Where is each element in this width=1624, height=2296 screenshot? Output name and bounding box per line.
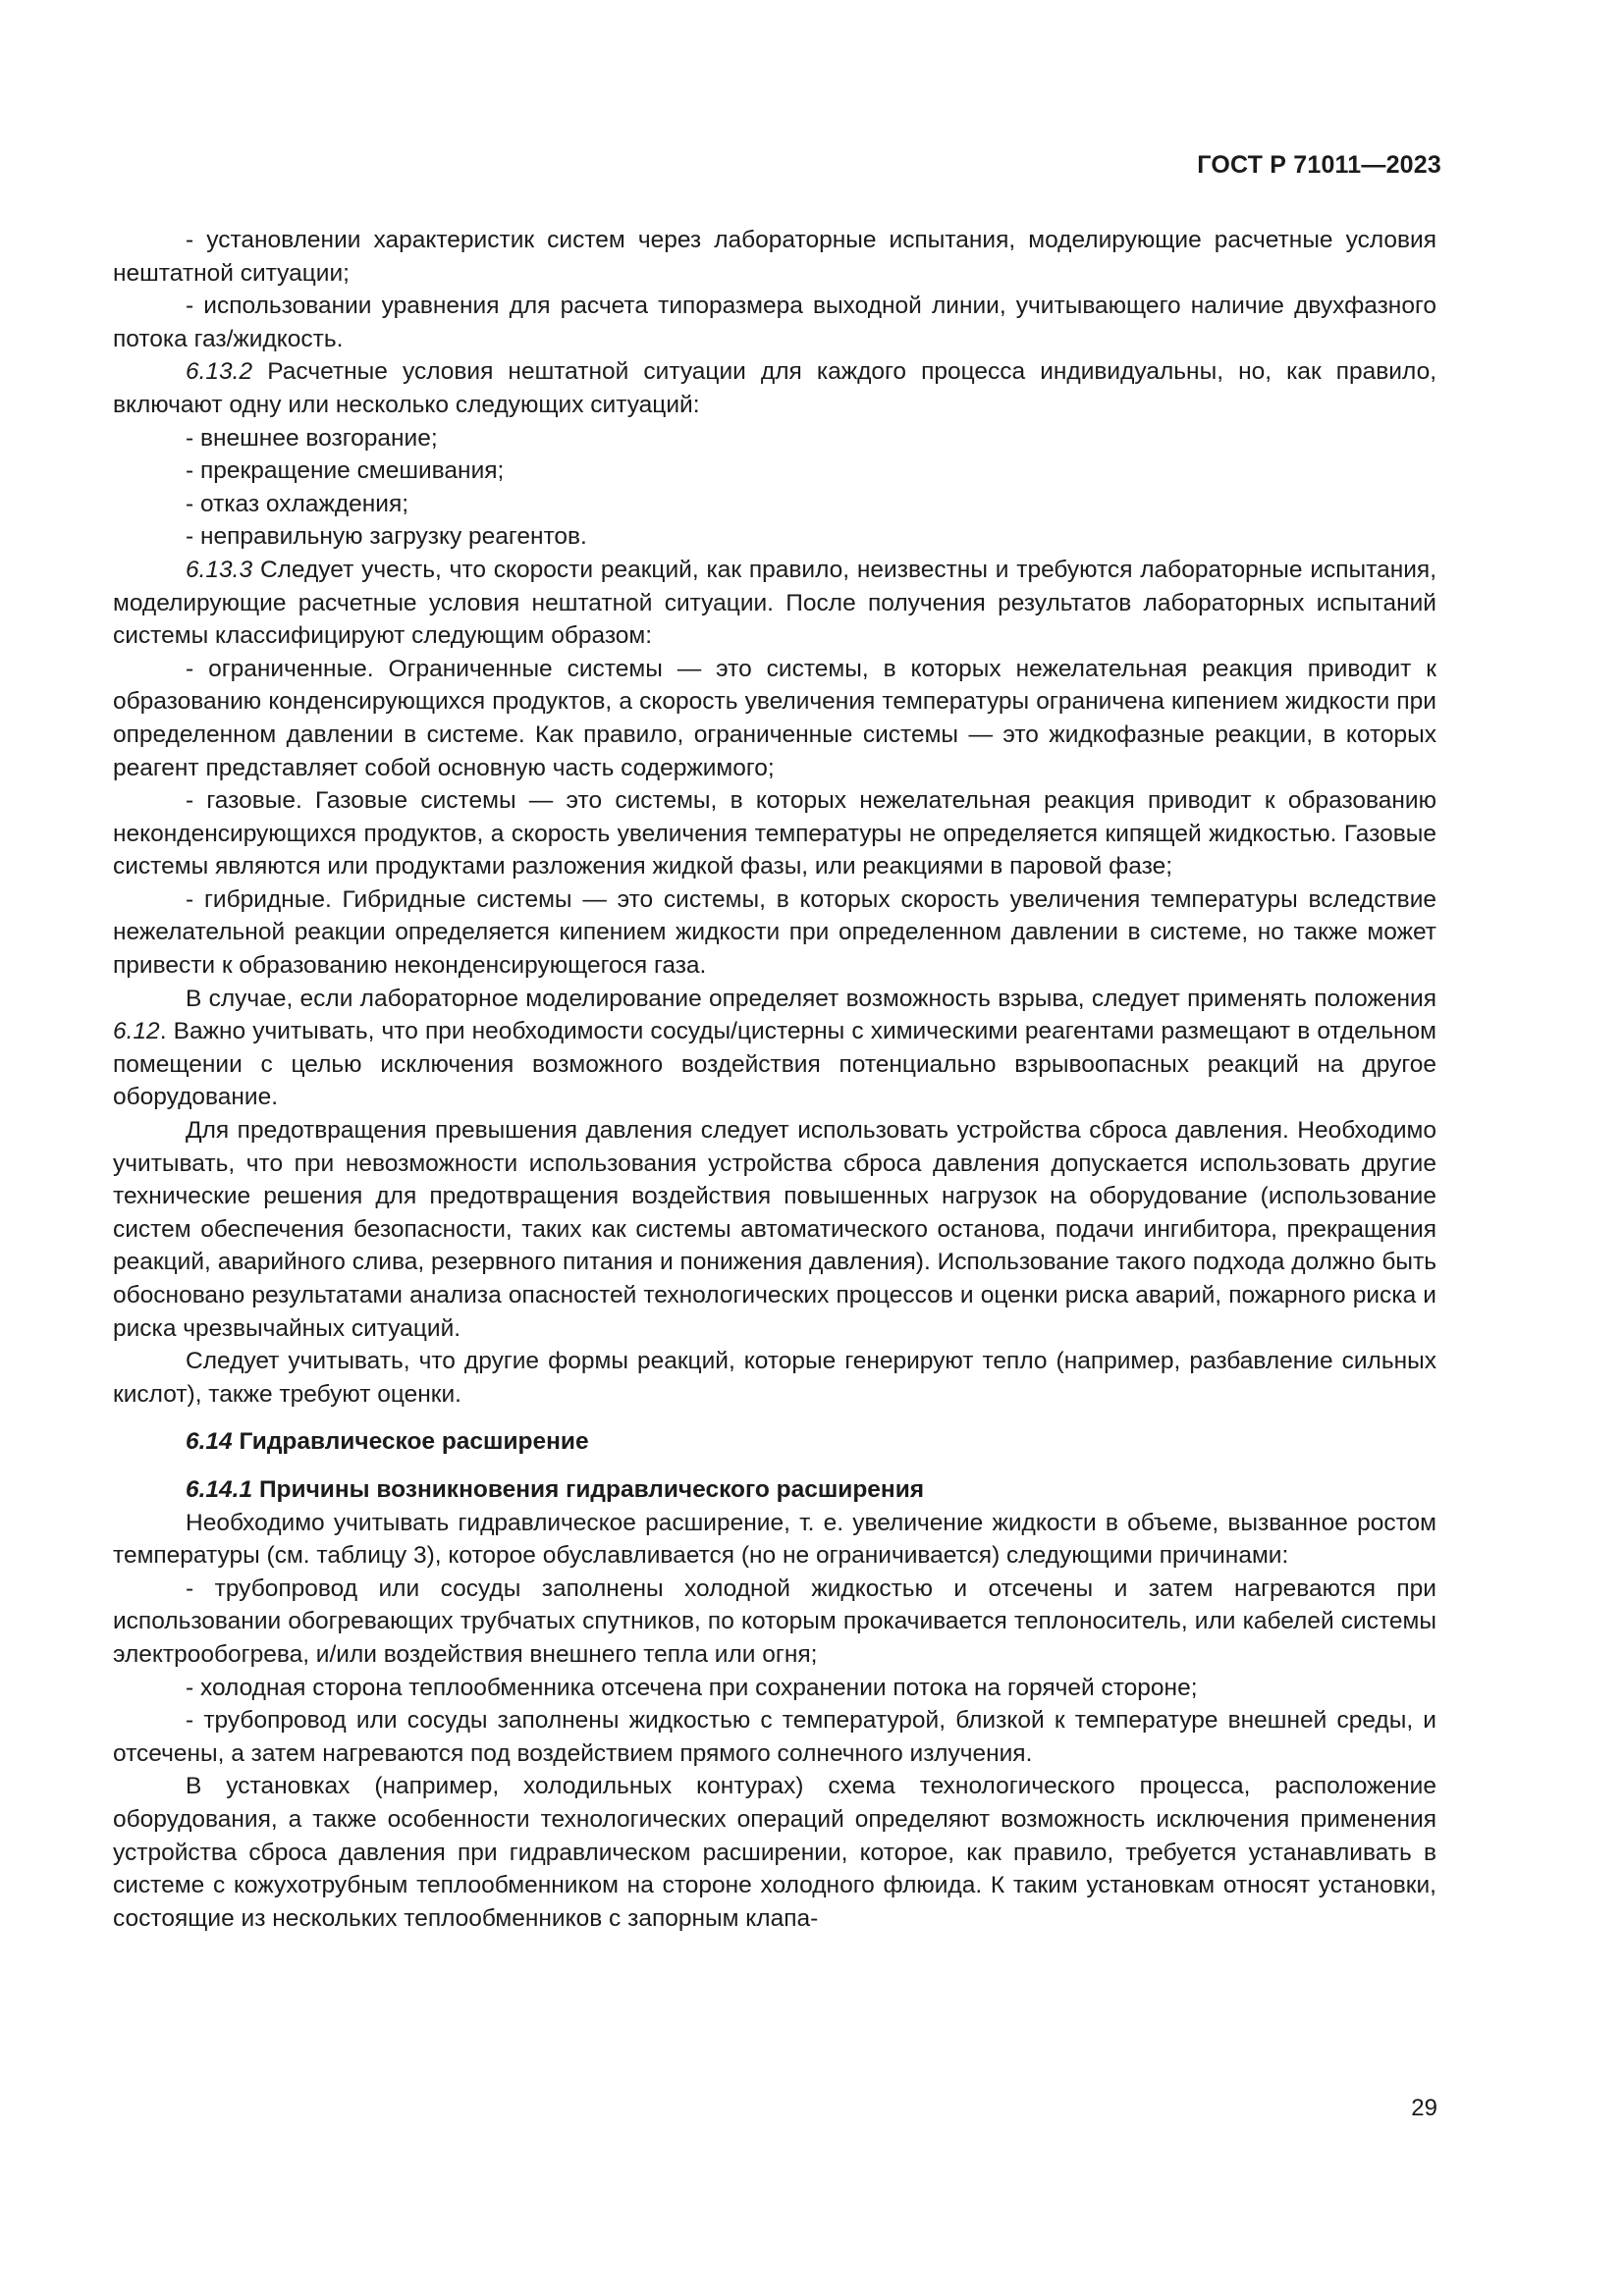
paragraph-list-item: - неправильную загрузку реагентов. bbox=[186, 523, 587, 551]
paragraph-list-item: - использовании уравнения для расчета типоразмера выходной линии, учитывающего наличие двухфазного потока газ/жидкость. bbox=[113, 293, 1436, 352]
paragraph-list-item: - прекращение смешивания; bbox=[186, 457, 505, 485]
section-spacer bbox=[113, 1411, 1436, 1425]
paragraph-list-item: - отказ охлаждения; bbox=[186, 490, 409, 517]
section-spacer bbox=[113, 1459, 1436, 1473]
clause-6-13-3 bbox=[113, 554, 1436, 653]
clause-text: Следует учесть, что скорости реакций, как правило, неизвестны и требуются лабораторные испытания, моделирующие расчетные условия нештатной ситуации. После получения результатов лабораторных испытаний системы классифицируют следующим образом: bbox=[113, 556, 1436, 650]
paragraph bbox=[113, 983, 1436, 1114]
document-body bbox=[113, 224, 1436, 1935]
paragraph-list-item: - холодная сторона теплообменника отсечена при сохранении потока на горячей стороне; bbox=[186, 1674, 1198, 1701]
paragraph: Следует учитывать, что другие формы реакций, которые генерируют тепло (например, разбавление сильных кислот), также требуют оценки. bbox=[113, 1348, 1436, 1408]
section-number: 6.14 bbox=[186, 1428, 233, 1456]
section-number: 6.14.1 bbox=[186, 1475, 253, 1503]
section-heading-6-14-1 bbox=[113, 1473, 1436, 1507]
clause-number: 6.13.2 bbox=[186, 358, 253, 386]
paragraph-text: . Важно учитывать, что при необходимости сосуды/цистерны с химическими реагентами размещают в отдельном помещении с целью исключения возможного воздействия потенциально взрывоопасных реакций на другое оборудование. bbox=[113, 1018, 1436, 1111]
section-title: Гидравлическое расширение bbox=[239, 1428, 589, 1456]
clause-reference: 6.12 bbox=[113, 1018, 160, 1045]
clause-number: 6.13.3 bbox=[186, 556, 253, 583]
paragraph-list-item: - трубопровод или сосуды заполнены жидкостью с температурой, близкой к температуре внешней среды, и отсечены, а затем нагреваются под воздействием прямого солнечного излучения. bbox=[113, 1707, 1436, 1767]
paragraph-list-item: - газовые. Газовые системы — это системы, в которых нежелательная реакция приводит к образованию неконденсирующихся продуктов, а скорость увеличения температуры не определяется кипящей жидкостью. Газовые системы являются или продуктами разложения жидкой фазы, или реакциями в паровой фазе; bbox=[113, 787, 1436, 881]
clause-text: Расчетные условия нештатной ситуации для каждого процесса индивидуальны, но, как правило, включают одну или несколько следующих ситуаций: bbox=[113, 358, 1436, 418]
paragraph-list-item: - трубопровод или сосуды заполнены холодной жидкостью и отсечены и затем нагреваются при использовании обогревающих трубчатых спутников, по которым прокачивается теплоноситель, или кабелей системы электрообогрева, и/или воздействия внешнего тепла или огня; bbox=[113, 1575, 1436, 1668]
paragraph-text: В случае, если лабораторное моделирование определяет возможность взрыва, следует применять положения bbox=[186, 985, 1436, 1012]
clause-6-13-2 bbox=[113, 355, 1436, 421]
paragraph: Необходимо учитывать гидравлическое расширение, т. е. увеличение жидкости в объеме, вызванное ростом температуры (см. таблицу 3), которое обуславливается (но не ограничивается) следующими причинами: bbox=[113, 1509, 1436, 1570]
paragraph: Для предотвращения превышения давления следует использовать устройства сброса давления. Необходимо учитывать, что при невозможности использования устройства сброса давления допускается использовать другие технические решения для предотвращения воздействия повышенных нагрузок на оборудование (использование систем обеспечения безопасности, таких как системы автоматического останова, подачи ингибитора, прекращения реакций, аварийного слива, резервного питания и понижения давления). Использование такого подхода должно быть обосновано результатами анализа опасностей технологических процессов и оценки риска аварий, пожарного риска и риска чрезвычайных ситуаций. bbox=[113, 1117, 1436, 1342]
paragraph-list-item: - гибридные. Гибридные системы — это системы, в которых скорость увеличения температуры вследствие нежелательной реакции определяется кипением жидкости при определенном давлении в системе, но также может привести к образованию неконденсирующегося газа. bbox=[113, 885, 1436, 980]
paragraph: В установках (например, холодильных контурах) схема технологического процесса, расположение оборудования, а также особенности технологических операций определяют возможность исключения применения устройства сброса давления при гидравлическом расширении, которое, как правило, требуется устанавливать в системе с кожухотрубным теплообменником на стороне холодного флюида. К таким установкам относят установки, состоящие из нескольких теплообменников с запорным клапа- bbox=[113, 1773, 1436, 1932]
paragraph-list-item: - установлении характеристик систем через лабораторные испытания, моделирующие расчетные условия нештатной ситуации; bbox=[113, 227, 1436, 287]
paragraph-list-item: - ограниченные. Ограниченные системы — это системы, в которых нежелательная реакция приводит к образованию конденсирующихся продуктов, а скорость увеличения температуры ограничена кипением жидкости при определенном давлении в системе. Как правило, ограниченные системы — это жидкофазные реакции, в которых реагент представляет собой основную часть содержимого; bbox=[113, 655, 1436, 781]
section-heading-6-14 bbox=[113, 1425, 1436, 1459]
paragraph-list-item: - внешнее возгорание; bbox=[186, 424, 438, 452]
page-number: 29 bbox=[1411, 2095, 1437, 2121]
section-title: Причины возникновения гидравлического расширения bbox=[258, 1475, 925, 1503]
document-code-header: ГОСТ Р 71011—2023 bbox=[1197, 151, 1441, 179]
